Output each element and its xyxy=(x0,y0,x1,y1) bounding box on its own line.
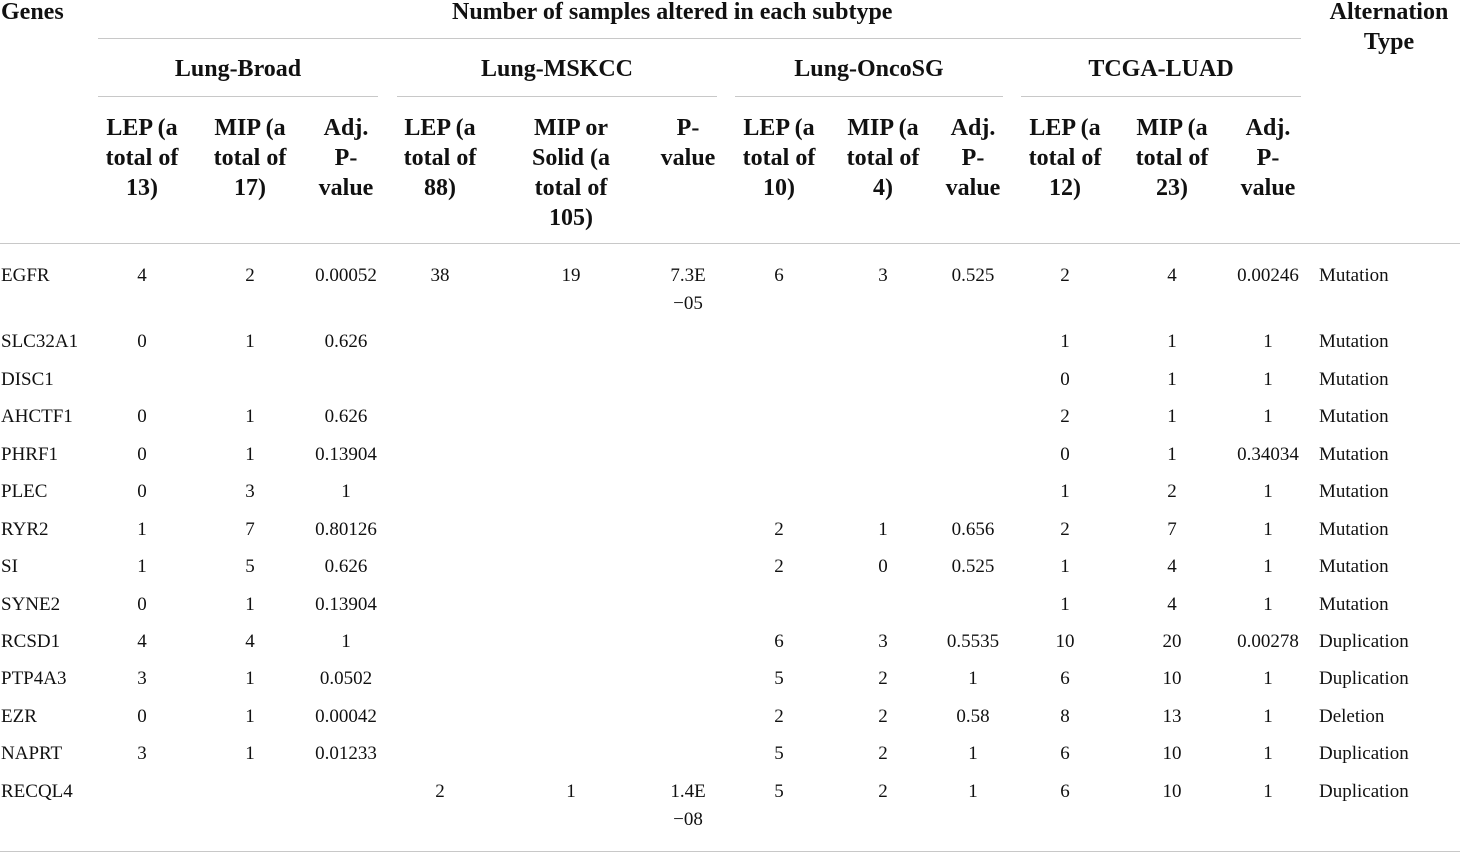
gene-name: RYR2 xyxy=(1,519,49,540)
table-cell: 2 xyxy=(1060,519,1070,540)
group-lung-oncosg: Lung-OncoSG xyxy=(794,56,944,82)
column-header: LEP (a total of 88) xyxy=(403,115,477,201)
gene-name: RCSD1 xyxy=(1,631,61,652)
table-cell: 0 xyxy=(137,594,147,615)
table-cell: 0.5535 xyxy=(946,631,1000,652)
table-cell: 1 xyxy=(1167,331,1177,352)
table-cell: 0.80126 xyxy=(315,519,377,540)
group-lung-broad: Lung-Broad xyxy=(174,56,302,82)
gene-name: PTP4A3 xyxy=(1,668,67,689)
column-header: MIP (a total of 23) xyxy=(1135,115,1209,201)
table-cell: 1 xyxy=(1263,331,1273,352)
table-cell: 1 xyxy=(1263,519,1273,540)
table-cell: 8 xyxy=(1060,706,1070,727)
table-cell: 1 xyxy=(245,594,255,615)
table-cell: 5 xyxy=(774,668,784,689)
alteration-type: Mutation xyxy=(1319,594,1389,615)
gene-name: DISC1 xyxy=(1,369,54,390)
table-cell: 0 xyxy=(1060,444,1070,465)
group-lung-mskcc: Lung-MSKCC xyxy=(480,56,634,82)
table-cell: 2 xyxy=(878,668,888,689)
alteration-type: Mutation xyxy=(1319,406,1389,427)
table-cell: 0.626 xyxy=(324,331,368,352)
gene-name: PLEC xyxy=(1,481,48,502)
table-cell: 1 xyxy=(1263,706,1273,727)
table-cell: 0.626 xyxy=(324,406,368,427)
alteration-type: Deletion xyxy=(1319,706,1385,727)
table-cell: 5 xyxy=(245,556,255,577)
table-cell: 2 xyxy=(1060,406,1070,427)
group-tcga-luad: TCGA-LUAD xyxy=(1088,56,1234,82)
table-cell: 7 xyxy=(245,519,255,540)
alteration-type: Duplication xyxy=(1319,781,1409,802)
table-cell: 0.13904 xyxy=(315,594,377,615)
table-cell: 0.656 xyxy=(951,519,995,540)
table-cell: 0 xyxy=(137,331,147,352)
table-cell: 2 xyxy=(1060,265,1070,286)
table-cell: 0.00246 xyxy=(1237,265,1299,286)
header-bottom-rule xyxy=(0,243,1460,244)
table-cell: 2 xyxy=(245,265,255,286)
alteration-type: Duplication xyxy=(1319,668,1409,689)
table-cell: 10 xyxy=(1162,743,1182,764)
table-cell: 13 xyxy=(1162,706,1182,727)
table-cell: 1 xyxy=(878,519,888,540)
table-cell: 1 xyxy=(566,781,576,802)
table-cell: 1 xyxy=(1263,781,1273,802)
table-cell: 1 xyxy=(137,519,147,540)
table-cell: 1 xyxy=(968,743,978,764)
table-cell: 3 xyxy=(245,481,255,502)
table-cell: 5 xyxy=(774,743,784,764)
table-cell: 1 xyxy=(245,406,255,427)
table-cell: 1 xyxy=(1263,668,1273,689)
alteration-type: Mutation xyxy=(1319,444,1389,465)
table-cell: 1 xyxy=(968,781,978,802)
table-cell: 1 xyxy=(1060,556,1070,577)
gene-name: EZR xyxy=(1,706,37,727)
table-cell: 20 xyxy=(1162,631,1182,652)
table-cell: 6 xyxy=(1060,781,1070,802)
table-cell: 6 xyxy=(1060,743,1070,764)
table-cell: 1 xyxy=(341,631,351,652)
alteration-type: Mutation xyxy=(1319,556,1389,577)
gene-name: SLC32A1 xyxy=(1,331,79,352)
table-cell: 6 xyxy=(774,265,784,286)
table-cell: 38 xyxy=(430,265,450,286)
table-cell: 0 xyxy=(137,444,147,465)
table-cell: 0.525 xyxy=(951,265,995,286)
table-cell: 1 xyxy=(245,444,255,465)
column-header: LEP (a total of 12) xyxy=(1028,115,1102,201)
table-cell: 4 xyxy=(1167,265,1177,286)
alternation-type-header: Alternation Type xyxy=(1329,0,1449,55)
table-cell: 1 xyxy=(1263,369,1273,390)
table-cell: 1 xyxy=(245,668,255,689)
table-cell: 2 xyxy=(878,743,888,764)
table-cell: 1 xyxy=(1060,481,1070,502)
table-cell: 0.626 xyxy=(324,556,368,577)
table-cell: 0.34034 xyxy=(1237,444,1299,465)
table-cell: 1.4E −08 xyxy=(670,781,706,830)
gene-name: SYNE2 xyxy=(1,594,61,615)
column-header: Adj. P- value xyxy=(318,115,374,201)
table-cell: 3 xyxy=(878,631,888,652)
table-cell: 2 xyxy=(774,706,784,727)
table-cell: 2 xyxy=(774,556,784,577)
table-title: Number of samples altered in each subtype xyxy=(452,0,893,25)
table-cell: 1 xyxy=(137,556,147,577)
table-cell: 1 xyxy=(1060,594,1070,615)
gene-name: AHCTF1 xyxy=(1,406,73,427)
gene-name: PHRF1 xyxy=(1,444,59,465)
column-header: LEP (a total of 13) xyxy=(105,115,179,201)
table-cell: 0 xyxy=(137,481,147,502)
table-cell: 1 xyxy=(1263,743,1273,764)
table-cell: 4 xyxy=(137,265,147,286)
table-cell: 0 xyxy=(137,406,147,427)
table-bottom-rule xyxy=(0,851,1460,852)
table-cell: 7 xyxy=(1167,519,1177,540)
table-cell: 10 xyxy=(1055,631,1075,652)
alteration-type: Mutation xyxy=(1319,519,1389,540)
column-header: Adj. P- value xyxy=(1240,115,1296,201)
table-cell: 0.13904 xyxy=(315,444,377,465)
alteration-type: Duplication xyxy=(1319,743,1409,764)
table-cell: 10 xyxy=(1162,781,1182,802)
table-cell: 4 xyxy=(1167,556,1177,577)
gene-name: RECQL4 xyxy=(1,781,73,802)
table-cell: 6 xyxy=(774,631,784,652)
table-cell: 2 xyxy=(878,706,888,727)
table-cell: 3 xyxy=(878,265,888,286)
table-cell: 5 xyxy=(774,781,784,802)
table-cell: 1 xyxy=(1060,331,1070,352)
table-cell: 0.58 xyxy=(956,706,990,727)
table-cell: 0.00042 xyxy=(315,706,377,727)
table-cell: 1 xyxy=(1167,444,1177,465)
table-cell: 1 xyxy=(968,668,978,689)
table-cell: 1 xyxy=(1263,406,1273,427)
table-cell: 4 xyxy=(137,631,147,652)
table-cell: 7.3E −05 xyxy=(670,265,706,314)
table-cell: 0.00052 xyxy=(315,265,377,286)
table-cell: 0.00278 xyxy=(1237,631,1299,652)
table-cell: 2 xyxy=(1167,481,1177,502)
table-cell: 3 xyxy=(137,668,147,689)
alteration-type: Mutation xyxy=(1319,481,1389,502)
gene-name: EGFR xyxy=(1,265,50,286)
table-cell: 4 xyxy=(245,631,255,652)
table-cell: 1 xyxy=(245,706,255,727)
alteration-type: Mutation xyxy=(1319,265,1389,286)
table-cell: 1 xyxy=(341,481,351,502)
column-header: MIP (a total of 17) xyxy=(213,115,287,201)
column-header: LEP (a total of 10) xyxy=(742,115,816,201)
gene-name: SI xyxy=(1,556,18,577)
column-header: MIP (a total of 4) xyxy=(846,115,920,201)
table-cell: 0.525 xyxy=(951,556,995,577)
alteration-type: Mutation xyxy=(1319,369,1389,390)
table-cell: 2 xyxy=(878,781,888,802)
table-cell: 0 xyxy=(878,556,888,577)
table-cell: 1 xyxy=(1263,594,1273,615)
title-rule xyxy=(98,38,1301,39)
table-cell: 1 xyxy=(1263,481,1273,502)
genes-header: Genes xyxy=(1,0,64,25)
table-cell: 1 xyxy=(245,331,255,352)
table-cell: 2 xyxy=(774,519,784,540)
table-cell: 6 xyxy=(1060,668,1070,689)
column-header: P- value xyxy=(660,115,716,171)
table-cell: 10 xyxy=(1162,668,1182,689)
group-rule-lung-oncosg xyxy=(735,96,1003,97)
table-cell: 2 xyxy=(435,781,445,802)
table-cell: 1 xyxy=(1167,369,1177,390)
table-cell: 0.01233 xyxy=(315,743,377,764)
table-cell: 0 xyxy=(137,706,147,727)
table-cell: 1 xyxy=(245,743,255,764)
table-cell: 1 xyxy=(1263,556,1273,577)
table-cell: 0.0502 xyxy=(319,668,373,689)
column-header: MIP or Solid (a total of 105) xyxy=(531,115,611,231)
table-cell: 4 xyxy=(1167,594,1177,615)
group-rule-lung-mskcc xyxy=(397,96,717,97)
group-rule-lung-broad xyxy=(98,96,378,97)
table-cell: 3 xyxy=(137,743,147,764)
table-cell: 1 xyxy=(1167,406,1177,427)
table-cell: 0 xyxy=(1060,369,1070,390)
group-rule-tcga-luad xyxy=(1021,96,1301,97)
alteration-type: Duplication xyxy=(1319,631,1409,652)
column-header: Adj. P- value xyxy=(945,115,1001,201)
alteration-type: Mutation xyxy=(1319,331,1389,352)
table-cell: 19 xyxy=(561,265,581,286)
gene-name: NAPRT xyxy=(1,743,63,764)
